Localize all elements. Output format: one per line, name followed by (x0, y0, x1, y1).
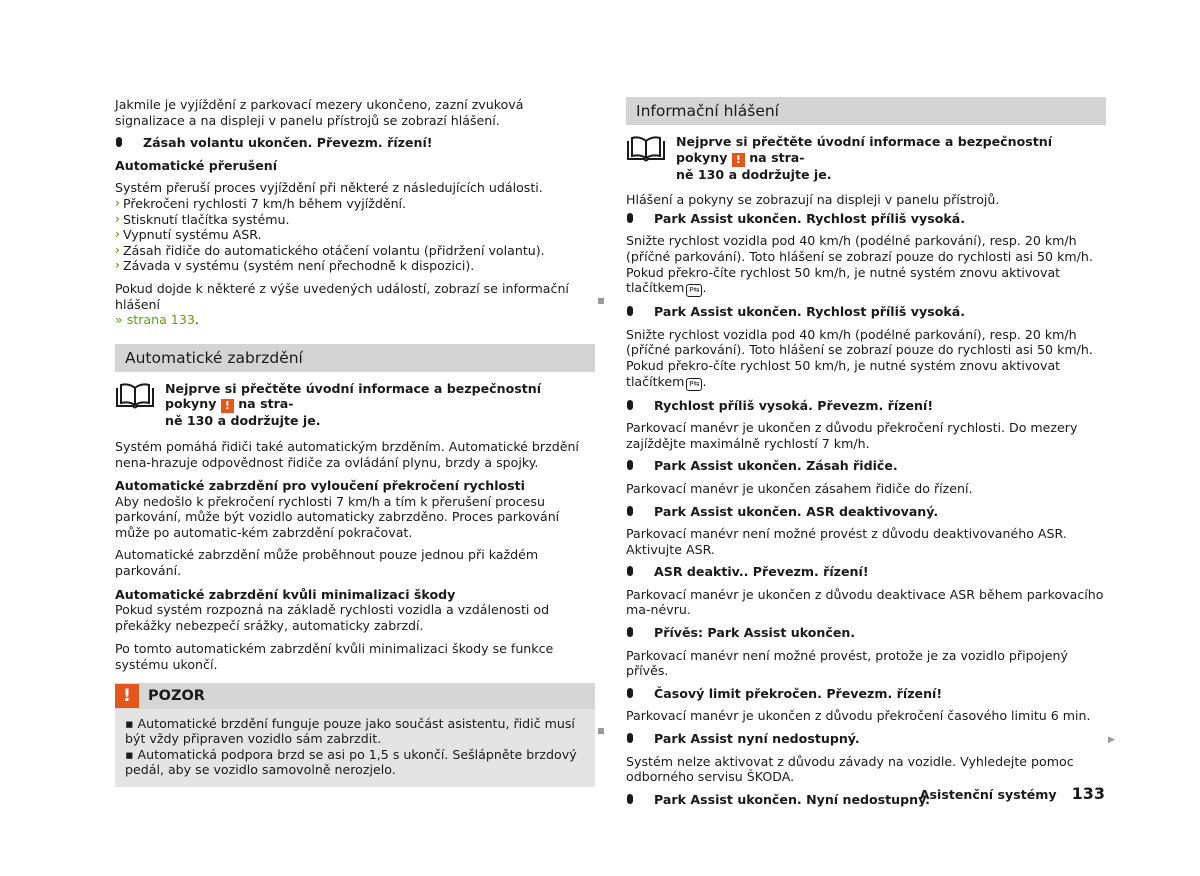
braking-intro: Systém pomáhá řidiči také automatickým brzděním. Automatické brzdění nena-hrazuje odpovědnost řidiče za ovládání plynu, brzdy a spojky. (115, 438, 579, 470)
info-icon (627, 688, 633, 698)
warning-item: ▪ Automatická podpora brzd se asi po 1,5 s ukončí. Sešlápněte brzdový pedál, aby se vozidlo samovolně nerozjelo. (125, 746, 577, 778)
section-title-braking: Automatické zabrzdění (115, 344, 595, 372)
section-title-info: Informační hlášení (626, 97, 1106, 125)
book-icon (626, 135, 666, 163)
info-icon (627, 213, 633, 223)
display-message: Časový limit překročen. Převezm. řízení! (626, 686, 1106, 702)
warning-box (115, 683, 595, 787)
display-message: Park Assist nyní nedostupný. (626, 731, 1106, 747)
chevron-right-icon: › (115, 195, 120, 210)
page-number: 133 (1071, 784, 1105, 803)
warning-icon: ! (732, 153, 745, 167)
list-item: › Vypnutí systému ASR. (115, 227, 262, 243)
damage-text: Pokud systém rozpozná na základě rychlosti vozidla a vzdálenosti od překážky nebezpečí srážky, automaticky zabrzdí. (115, 602, 550, 633)
message-explanation: Parkovací manévr je ukončen z důvodu překročení rychlosti. Do mezery zajíždějte maximálně rychlostí 7 km/h. (626, 420, 1078, 451)
display-message: Rychlost příliš vysoká. Převezm. řízení! (626, 398, 1106, 414)
once-text: Automatické zabrzdění může proběhnout pouze jednou při každém parkování. (115, 547, 539, 579)
list-item: › Zásah řidiče do automatického otáčení volantu (přidržení volantu). (115, 242, 545, 258)
display-message: Přívěs: Park Assist ukončen. (626, 625, 1106, 641)
display-message: Park Assist ukončen. Rychlost příliš vysoká. (626, 211, 1106, 227)
left-column (115, 97, 595, 787)
after-text: Po tomto automatickém zabrzdění kvůli minimalizaci škody se funkce systému ukončí. (115, 641, 554, 673)
auto-interrupt-heading: Automatické přerušení (115, 157, 278, 173)
message-explanation: Snižte rychlost vozidla pod 40 km/h (podélné parkování), resp. 20 km/h (příčné parkování). Toto hlášení se zobrazí pouze do rychlosti asi 50 km/h. Pokud překro-číte rychlost 50 km/h, je nutné systém znovu aktivovat tlačítkem P⇆ . (626, 233, 1093, 296)
warning-item: ▪ Automatické brzdění funguje pouze jako součást asistentu, řidič musí být vždy připraven vozidlo sám zabrzdit. (125, 715, 575, 747)
closing-paragraph: Pokud dojde k některé z výše uvedených událostí, zobrazí se informační hlášení » strana 133. (115, 280, 569, 328)
warning-title: POZOR (148, 687, 205, 704)
message-explanation: Parkovací manévr není možné provést, protože je za vozidlo připojený přívěs. (626, 647, 1068, 679)
section-end-square-icon (598, 728, 604, 734)
display-message: Park Assist ukončen. Rychlost příliš vysoká. (626, 304, 1106, 320)
info-icon (627, 506, 633, 516)
message-explanation: Snižte rychlost vozidla pod 40 km/h (podélné parkování), resp. 20 km/h (příčné parkování). Toto hlášení se zobrazí pouze do rychlosti asi 50 km/h. Pokud překro-číte rychlost 50 km/h, je nutné systém znovu aktivovat tlačítkem P⇆ . (626, 326, 1093, 389)
warning-header (115, 683, 595, 709)
info-icon (627, 306, 633, 316)
info-icon (116, 137, 122, 147)
exclamation-icon: ! (115, 684, 139, 708)
safety-notice: Nejprve si přečtěte úvodní informace a bezpečnostní pokyny ! na stra- ně 130 a dodržujte je. (115, 381, 595, 429)
list-item: › Překročeni rychlosti 7 km/h během vyjíždění. (115, 195, 407, 211)
page-link[interactable]: » strana 133 (115, 312, 195, 328)
warning-icon: ! (221, 399, 234, 413)
safety-notice: Nejprve si přečtěte úvodní informace a bezpečnostní pokyny ! na stra- ně 130 a dodržujte je. (626, 134, 1106, 182)
warning-body (115, 709, 595, 787)
display-message: Park Assist ukončen. Zásah řidiče. (626, 458, 1106, 474)
page-footer (920, 786, 1105, 803)
speed-heading: Automatické zabrzdění pro vyloučení překročení rychlosti (115, 478, 525, 494)
auto-interrupt-text: Systém přeruší proces vyjíždění při některé z následujících události. (115, 180, 543, 196)
book-icon (115, 382, 155, 410)
message-explanation: Parkovací manévr je ukončen z důvodu překročení časového limitu 6 min. (626, 708, 1091, 724)
park-assist-key-icon: P⇆ (686, 378, 702, 391)
message-explanation: Systém nelze aktivovat z důvodu závady na vozidle. Vyhledejte pomoc odborného servisu ŠKODA. (626, 753, 1074, 785)
info-icon (627, 794, 633, 804)
info-icon (627, 733, 633, 743)
chevron-right-icon: › (115, 242, 120, 257)
speed-text: Aby nedošlo k překročení rychlosti 7 km/h a tím k přerušení procesu parkování, může být vozidlo automaticky zabrzděno. Proces parkování může po automatic-kém zabrzdění pokračovat. (115, 493, 560, 540)
info-icon (627, 400, 633, 410)
park-assist-key-icon: P⇆ (686, 284, 702, 297)
info-intro: Hlášení a pokyny se zobrazují na displeji v panelu přístrojů. (626, 192, 1000, 208)
footer-chapter-title: Asistenční systémy (919, 787, 1057, 802)
message-explanation: Parkovací manévr je ukončen zásahem řidiče do řízení. (626, 480, 973, 496)
info-icon (627, 627, 633, 637)
display-message: Zásah volantu ukončen. Převezm. řízení! (115, 135, 595, 151)
section-end-square-icon (598, 298, 604, 304)
message-explanation: Parkovací manévr není možné provést z důvodu deaktivovaného ASR. Aktivujte ASR. (626, 526, 1067, 557)
info-icon (627, 460, 633, 470)
message-explanation: Parkovací manévr je ukončen z důvodu deaktivace ASR během parkovacího ma-névru. (626, 586, 1104, 618)
intro-paragraph: Jakmile je vyjíždění z parkovací mezery ukončeno, zazní zvuková signalizace a na displeji v panelu přístrojů se zobrazí hlášení. (115, 97, 524, 128)
damage-heading: Automatické zabrzdění kvůli minimalizaci škody (115, 586, 456, 602)
chevron-right-icon: › (115, 258, 120, 273)
list-item: › Závada v systému (systém není přechodně k dispozici). (115, 258, 475, 274)
chevron-right-icon: › (115, 227, 120, 242)
display-message: ASR deaktiv.. Převezm. řízení! (626, 564, 1106, 580)
continue-arrow-icon: ▶ (1108, 735, 1115, 745)
chevron-right-icon: › (115, 211, 120, 226)
display-message: Park Assist ukončen. Nyní nedostupný. (626, 792, 1106, 808)
right-column (626, 97, 1106, 814)
display-message: Park Assist ukončen. ASR deaktivovaný. (626, 504, 1106, 520)
info-icon (627, 566, 633, 576)
list-item: › Stisknutí tlačítka systému. (115, 211, 290, 227)
interrupt-list (115, 196, 595, 274)
